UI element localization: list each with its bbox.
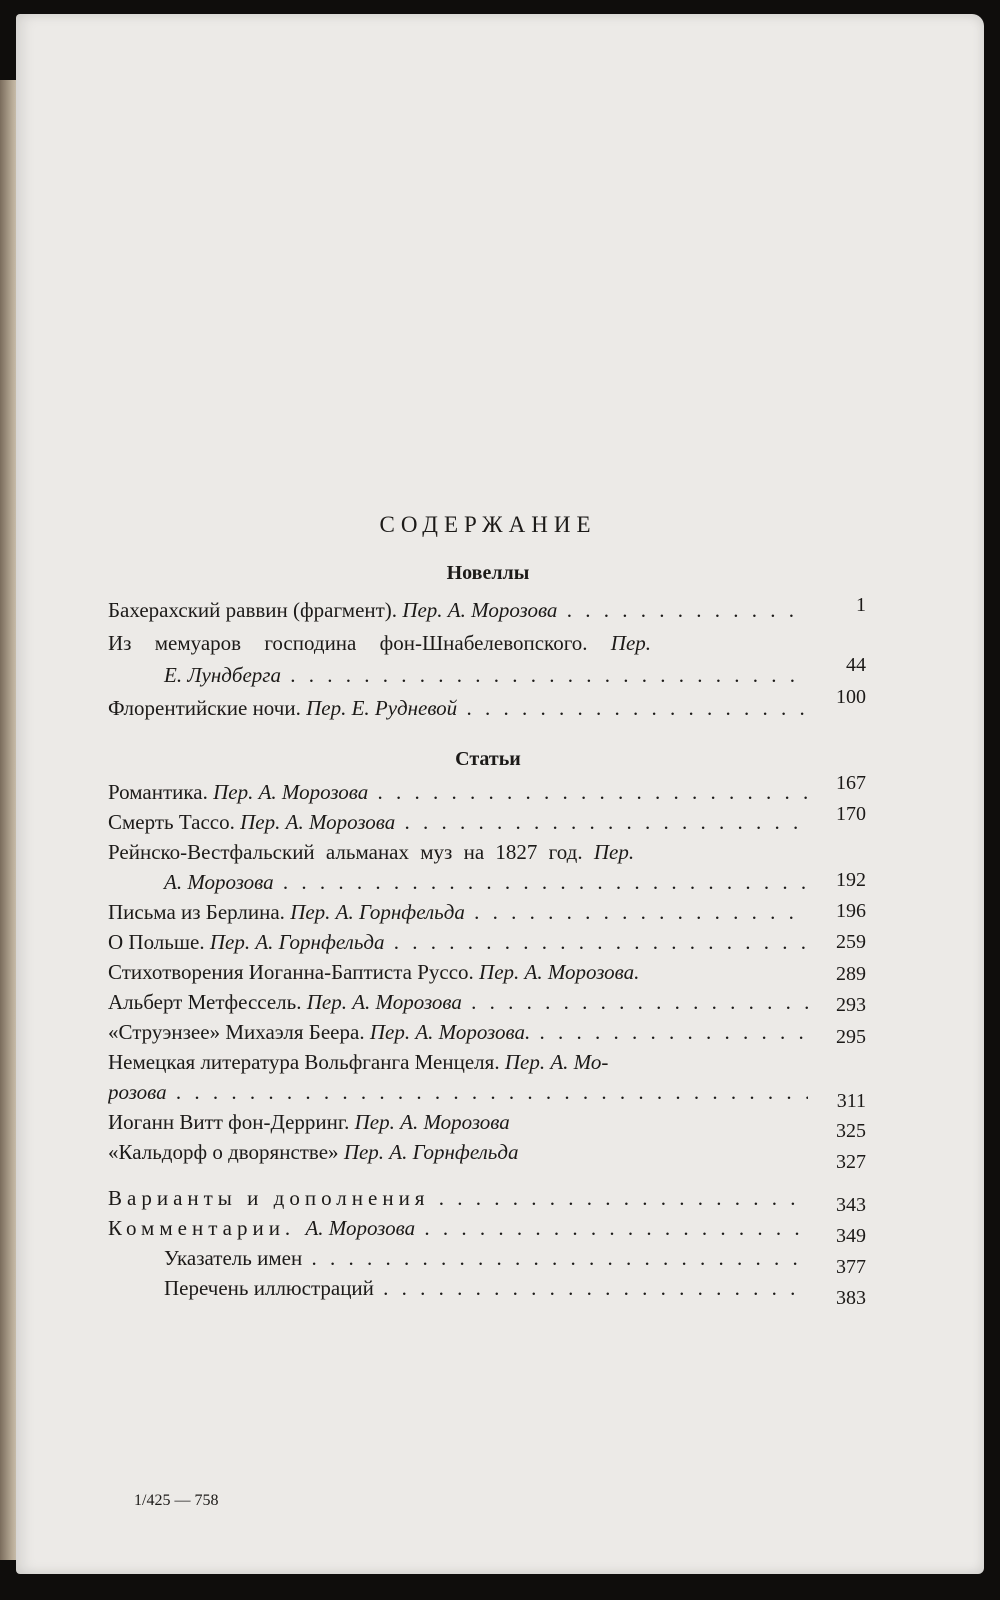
toc-novels [108, 598, 808, 726]
page-number: 192 [836, 869, 866, 891]
toc-entry-continuation: розова . . . [108, 1080, 808, 1110]
print-signature: 1/425 — 758 [134, 1492, 219, 1509]
toc-entry: О Польше. Пер. А. Горнфельда . . . [108, 930, 808, 960]
page-number: 289 [836, 963, 866, 985]
page-number: 327 [836, 1151, 866, 1173]
page-number: 170 [836, 803, 866, 825]
toc-entry: Альберт Метфессель. Пер. А. Морозова . . . [108, 990, 808, 1020]
page-number: 325 [836, 1120, 866, 1142]
page-number: 259 [836, 931, 866, 953]
page-number: 167 [836, 772, 866, 794]
page-number: 383 [836, 1287, 866, 1309]
toc-entry-illustrations: Перечень иллюстраций . . . [108, 1276, 808, 1306]
toc-entry: Иоганн Витт фон-Дерринг. Пер. А. Морозова [108, 1110, 510, 1134]
toc-entry: Бахерахский раввин (фрагмент). Пер. А. Морозова . . . [108, 598, 808, 631]
toc-entry-commentary: Комментарии. А. Морозова . . . [108, 1216, 808, 1246]
page-title: СОДЕРЖАНИЕ [379, 512, 597, 537]
section-heading-novels: Новеллы [446, 562, 530, 584]
toc-entry: «Кальдорф о дворянстве» Пер. А. Горнфельда [108, 1140, 519, 1164]
toc-articles [108, 780, 808, 1306]
toc-entry-index: Указатель имен . . . [108, 1246, 808, 1276]
toc-entry: Немецкая литература Вольфганга Менцеля. Пер. А. Мо- [108, 1050, 609, 1074]
toc-entry: Стихотворения Иоганна-Баптиста Руссо. Пер. А. Морозова. [108, 960, 640, 984]
page-number: 1 [856, 594, 866, 616]
toc-entry: Из мемуаров господина фон-Шнабелевопского. Пер. [108, 631, 652, 655]
page-number: 100 [836, 686, 866, 708]
page-number: 349 [836, 1225, 866, 1247]
page-number: 196 [836, 900, 866, 922]
toc-entry-continuation: А. Морозова . . . [108, 870, 808, 900]
page-number: 377 [836, 1256, 866, 1278]
page-number: 311 [836, 1090, 866, 1112]
toc-entry-continuation: Е. Лундберга . . . [108, 663, 808, 696]
page-number: 44 [846, 654, 866, 676]
toc-entry: Рейнско-Вестфальский альманах муз на 1827 год. Пер. [108, 840, 635, 864]
book-page [16, 14, 984, 1574]
toc-entry: «Струэнзее» Михаэля Беера. Пер. А. Морозова. . . . [108, 1020, 808, 1050]
section-heading-articles: Статьи [455, 748, 521, 770]
toc-entry: Романтика. Пер. А. Морозова . . . [108, 780, 808, 810]
page-number: 343 [836, 1194, 866, 1216]
toc-entry: Флорентийские ночи. Пер. Е. Рудневой . . . [108, 696, 808, 726]
toc-entry: Смерть Тассо. Пер. А. Морозова . . . [108, 810, 808, 840]
toc-entry-variants: Варианты и дополнения . . . [108, 1186, 808, 1216]
toc-entry: Письма из Берлина. Пер. А. Горнфельда . . . [108, 900, 808, 930]
page-number: 293 [836, 994, 866, 1016]
page-number: 295 [836, 1026, 866, 1048]
